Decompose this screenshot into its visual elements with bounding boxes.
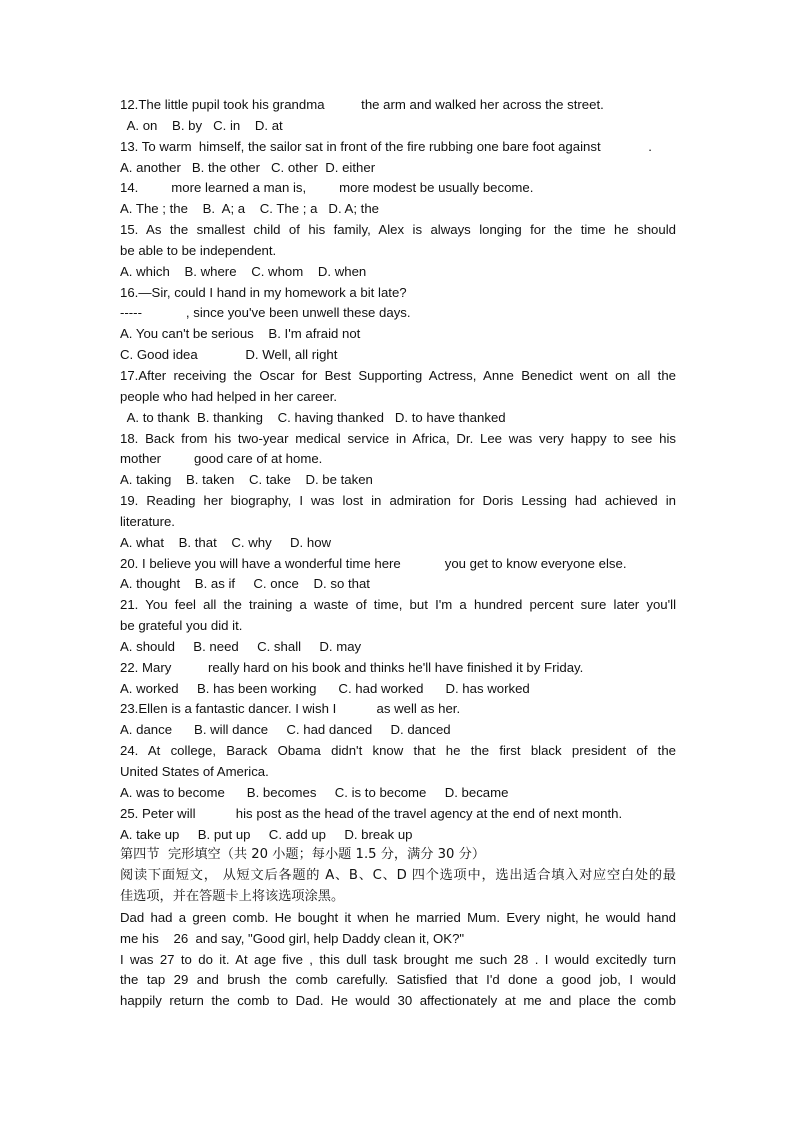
- text-line: I was 27 to do it. At age five , this dull task brought me such 28 . I would excitedly turn: [120, 951, 676, 967]
- text-line: 21. You feel all the training a waste of time, but I'm a hundred percent sure later you'll: [120, 597, 676, 613]
- text-line: happily return the comb to Dad. He would 30 affectionately at me and place the comb: [120, 993, 676, 1009]
- text-line: 15. As the smallest child of his family, Alex is always longing for the time he should: [120, 222, 676, 238]
- text-line: A. taking B. taken C. take D. be taken: [120, 472, 373, 488]
- text-line: A. worked B. has been working C. had worked D. has worked: [120, 680, 530, 696]
- text-line: A. which B. where C. whom D. when: [120, 263, 367, 279]
- text-line: 16.—Sir, could I hand in my homework a bit late?: [120, 284, 407, 300]
- text-line: literature.: [120, 513, 175, 529]
- text-line: the tap 29 and brush the comb carefully. Satisfied that I'd done a good job, I would: [120, 972, 676, 988]
- text-line: A. on B. by C. in D. at: [120, 117, 283, 133]
- text-line: 20. I believe you will have a wonderful time here you get to know everyone else.: [120, 555, 627, 571]
- text-line: 18. Back from his two-year medical service in Africa, Dr. Lee was very happy to see his: [120, 430, 676, 446]
- text-line: A. what B. that C. why D. how: [120, 534, 332, 550]
- text-line: 佳选项，并在答题卡上将该选项涂黑。: [120, 889, 345, 905]
- text-line: me his 26 and say, "Good girl, help Daddy clean it, OK?": [120, 930, 465, 946]
- text-line: United States of America.: [120, 764, 269, 779]
- text-line: 25. Peter will his post as the head of the travel agency at the end of next month.: [120, 805, 623, 821]
- text-line: A. dance B. will dance C. had danced D. danced: [120, 722, 451, 738]
- text-line: A. take up B. put up C. add up D. break up: [120, 826, 413, 842]
- text-line: be able to be independent.: [120, 242, 277, 258]
- text-line: A. The ; the B. A; a C. The ; a D. A; the: [120, 201, 379, 217]
- text-line: 24. At college, Barack Obama didn't know that he the first black president of the: [120, 743, 676, 759]
- text-line: A. thought B. as if C. once D. so that: [120, 576, 370, 592]
- text-line: A. You can't be serious B. I'm afraid not: [120, 326, 361, 342]
- text-line: 22. Mary really hard on his book and thinks he'll have finished it by Friday.: [120, 659, 584, 675]
- text-line: A. another B. the other C. other D. either: [120, 159, 376, 175]
- text-line: 14. more learned a man is, more modest be usually become.: [120, 180, 534, 196]
- text-line: 13. To warm himself, the sailor sat in front of the fire rubbing one bare foot against .: [120, 138, 652, 154]
- text-line: 17.After receiving the Oscar for Best Supporting Actress, Anne Benedict went on all the: [120, 367, 676, 383]
- text-line: Dad had a green comb. He bought it when he married Mum. Every night, he would hand: [120, 909, 676, 925]
- text-line: be grateful you did it.: [120, 618, 243, 634]
- text-line: 阅读下面短文， 从短文后各题的 A、B、C、D 四个选项中，选出适合填入对应空白处的最: [120, 868, 676, 884]
- text-line: A. should B. need C. shall D. may: [120, 638, 362, 654]
- text-line: A. to thank B. thanking C. having thanked D. to have thanked: [120, 409, 506, 425]
- text-line: 第四节 完形填空（共 20 小题；每小题 1.5 分，满分 30 分）: [120, 847, 486, 863]
- text-line: C. Good idea D. Well, all right: [120, 347, 338, 363]
- text-line: 19. Reading her biography, I was lost in admiration for Doris Lessing had achieved in: [120, 493, 676, 509]
- text-line: 23.Ellen is a fantastic dancer. I wish I as well as her.: [120, 701, 461, 717]
- text-line: people who had helped in her career.: [120, 388, 338, 404]
- text-line: A. was to become B. becomes C. is to become D. became: [120, 784, 509, 800]
- text-line: mother good care of at home.: [120, 451, 323, 467]
- document-body: [120, 95, 676, 1012]
- text-line: 12.The little pupil took his grandma the arm and walked her across the street.: [120, 97, 604, 112]
- text-line: ----- , since you've been unwell these days.: [120, 305, 411, 321]
